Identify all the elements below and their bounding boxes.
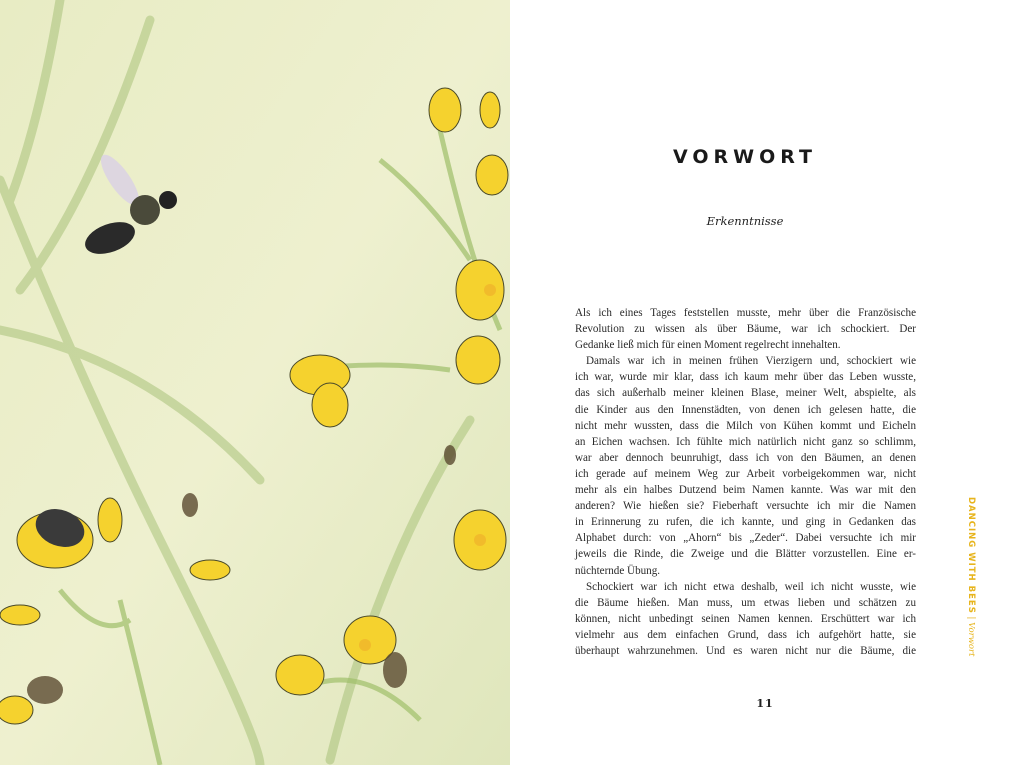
text-page bbox=[510, 0, 1020, 765]
body-text bbox=[575, 305, 916, 659]
page-number: 11 bbox=[756, 697, 774, 710]
text-line: nicht mehr wussten, dass die Milch von Kühen kommt und Eicheln bbox=[575, 419, 916, 432]
text-line: ich war, wurde mir klar, dass ich kaum mehr über das Leben wusste, bbox=[575, 371, 916, 384]
running-head bbox=[966, 497, 976, 657]
text-line: Damals war ich in meinen frühen Vierzigern und, schockiert wie bbox=[586, 355, 916, 368]
chapter-subtitle: Erkenntnisse bbox=[706, 214, 784, 228]
running-head-separator: | bbox=[966, 616, 976, 620]
running-head-section: Vorwort bbox=[966, 622, 976, 657]
chapter-title: VORWORT bbox=[673, 146, 817, 168]
text-line: in Erinnerung zu rufen, die ich kannte, und ging in Gedanken das bbox=[575, 516, 916, 529]
text-line: an Eichen wachsen. Ich fühlte mich natürlich nicht ganz so schlimm, bbox=[575, 435, 916, 448]
text-line: ich gerade auf meinem Weg zur Arbeit vorbeigekommen war, nicht bbox=[575, 467, 916, 480]
text-line: mehr als ein halbes Dutzend beim Namen kannte. Was war mit den bbox=[575, 484, 916, 497]
text-line: überhaupt wahrzunehmen. Und es waren nicht nur die Bäume, die bbox=[575, 644, 916, 657]
text-line: die Kinder aus den Innenstädten, von denen ich gelesen hatte, die bbox=[575, 403, 916, 416]
text-line: Als ich eines Tages feststellen musste, mehr über die Französische bbox=[575, 307, 916, 319]
text-line: war aber dennoch beunruhigt, dass ich von den Bäumen, an denen bbox=[575, 451, 916, 464]
text-line: jeweils die Rinde, die Zweige und die Blätter vorzustellen. Eine er- bbox=[575, 548, 916, 561]
running-head-book: DANCING WITH BEES bbox=[966, 497, 976, 614]
text-line: die Bäume hießen. Man muss, um etwas lieben und schätzen zu bbox=[575, 596, 916, 609]
text-line: Revolution zu wissen als über Bäume, war ich schockiert. Der bbox=[575, 323, 916, 336]
text-line: Alphabet durch: von „Ahorn“ bis „Zeder“. Dabei versuchte ich mir bbox=[575, 532, 916, 545]
text-line: vielmehr aus dem einfachen Grund, dass ich aufgehört hatte, sie bbox=[575, 628, 916, 641]
text-line: Gedanke ließ mich für einen Moment regelrecht innehalten. bbox=[575, 339, 841, 352]
text-line: anderen? Wie hießen sie? Fieberhaft versuchte ich mir die Namen bbox=[575, 500, 916, 513]
text-line: nüchternde Übung. bbox=[575, 564, 661, 577]
text-line: Schockiert war ich nicht etwa deshalb, weil ich nicht wusste, wie bbox=[586, 580, 916, 593]
text-line: können, nicht unbedingt seinen Namen kennen. Erschüttert war ich bbox=[575, 612, 916, 625]
text-line: das sich außerhalb meiner kleinen Blase, meiner Welt, abspielte, als bbox=[575, 387, 916, 400]
